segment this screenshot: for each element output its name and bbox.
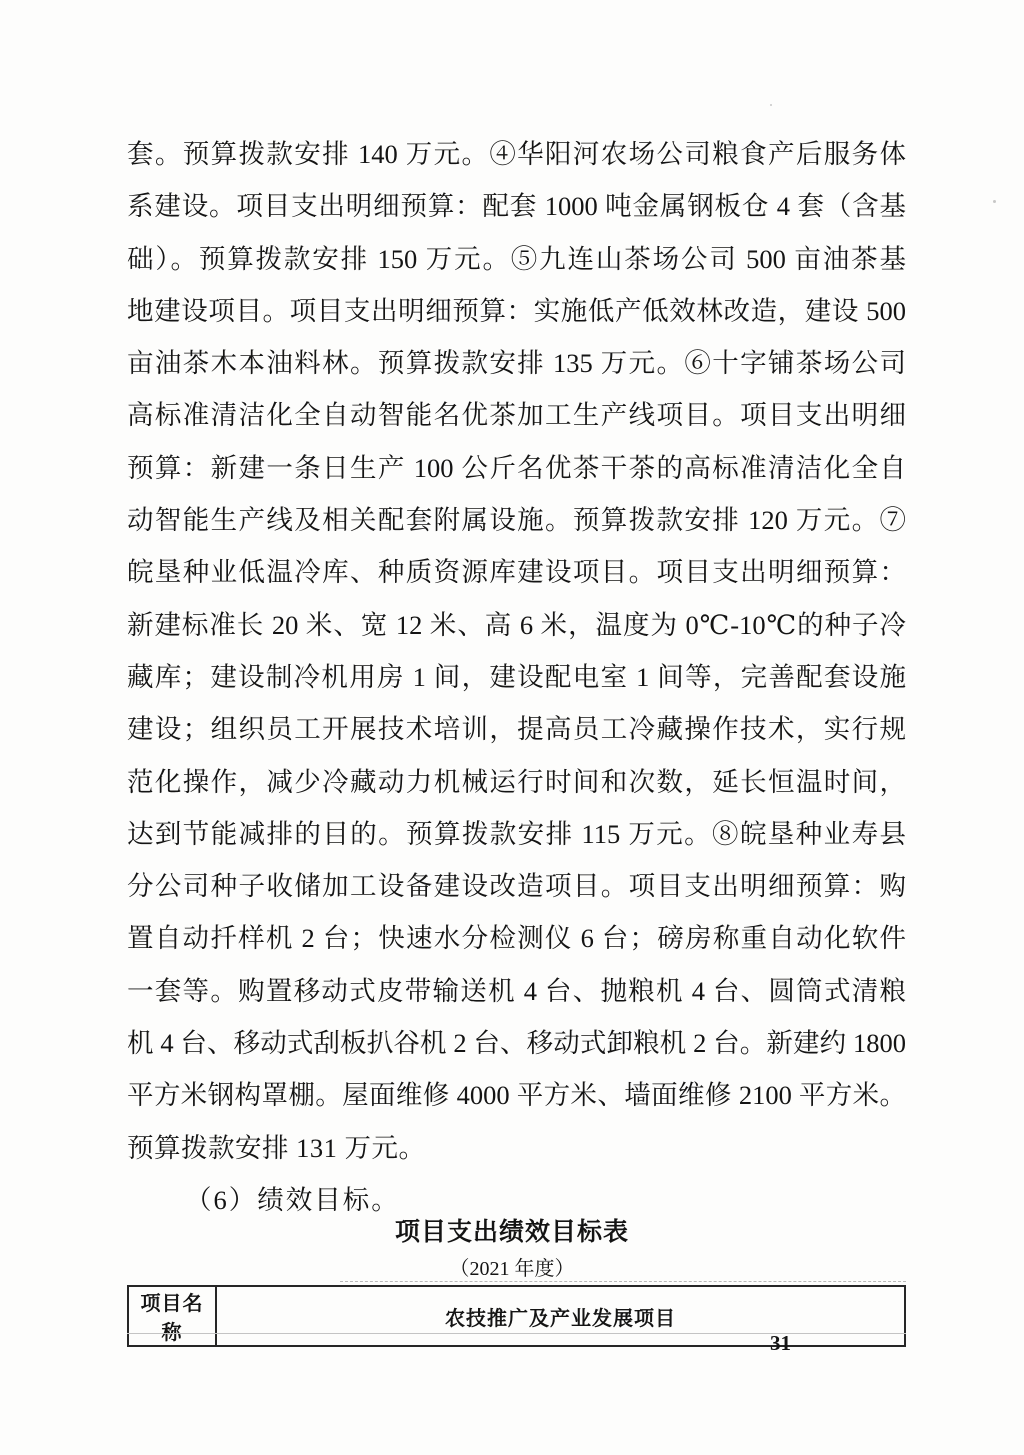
body-line: 础）。预算拨款安排 150 万元。⑤九连山茶场公司 500 亩油茶基 bbox=[127, 243, 906, 274]
body-line: 新建标准长 20 米、宽 12 米、高 6 米，温度为 0℃-10℃的种子冷 bbox=[127, 609, 906, 640]
scan-speck bbox=[770, 104, 772, 106]
body-line: 建设；组织员工开展技术培训，提高员工冷藏操作技术，实行规 bbox=[127, 714, 906, 745]
body-line: 机 4 台、移动式刮板扒谷机 2 台、移动式卸粮机 2 台。新建约 1800 bbox=[127, 1028, 906, 1059]
body-line: 皖垦种业低温冷库、种质资源库建设项目。项目支出明细预算： bbox=[127, 557, 906, 588]
body-line: 预算：新建一条日生产 100 公斤名优茶干茶的高标准清洁化全自 bbox=[127, 452, 906, 483]
body-line: 分公司种子收储加工设备建设改造项目。项目支出明细预算：购 bbox=[127, 871, 906, 902]
scan-artifact-line bbox=[340, 1281, 906, 1282]
project-name-value: 农技推广及产业发展项目 bbox=[216, 1286, 905, 1346]
body-line: 系建设。项目支出明细预算：配套 1000 吨金属钢板仓 4 套（含基 bbox=[127, 191, 906, 222]
body-line: 藏库；建设制冷机用房 1 间，建设配电室 1 间等，完善配套设施 bbox=[127, 661, 906, 692]
section-heading: （6）绩效目标。 bbox=[185, 1185, 400, 1215]
scan-speck bbox=[993, 200, 996, 203]
table-subtitle: （2021 年度） bbox=[449, 1258, 575, 1280]
page-number: 31 bbox=[770, 1331, 791, 1355]
body-line: 高标准清洁化全自动智能名优茶加工生产线项目。项目支出明细 bbox=[127, 400, 906, 431]
body-line: 预算拨款安排 131 万元。 bbox=[127, 1132, 426, 1163]
body-line: 达到节能减排的目的。预算拨款安排 115 万元。⑧皖垦种业寿县 bbox=[127, 818, 906, 849]
project-name-label: 项目名称 bbox=[128, 1286, 216, 1346]
body-line: 平方米钢构罩棚。屋面维修 4000 平方米、墙面维修 2100 平方米。 bbox=[127, 1080, 906, 1111]
body-line: 置自动扦样机 2 台；快速水分检测仪 6 台；磅房称重自动化软件 bbox=[127, 923, 906, 954]
table-title: 项目支出绩效目标表 bbox=[394, 1218, 629, 1246]
body-line: 地建设项目。项目支出明细预算：实施低产低效林改造，建设 500 bbox=[127, 295, 906, 326]
body-line: 范化操作，减少冷藏动力机械运行时间和次数，延长恒温时间， bbox=[127, 766, 906, 797]
body-line: 一套等。购置移动式皮带输送机 4 台、抛粮机 4 台、圆筒式清粮 bbox=[127, 975, 906, 1006]
body-line: 套。预算拨款安排 140 万元。④华阳河农场公司粮食产后服务体 bbox=[127, 139, 906, 169]
body-line: 亩油茶木本油料林。预算拨款安排 135 万元。⑥十字铺茶场公司 bbox=[127, 348, 906, 379]
body-text bbox=[127, 128, 906, 1174]
body-line: 动智能生产线及相关配套附属设施。预算拨款安排 120 万元。⑦ bbox=[127, 505, 906, 536]
